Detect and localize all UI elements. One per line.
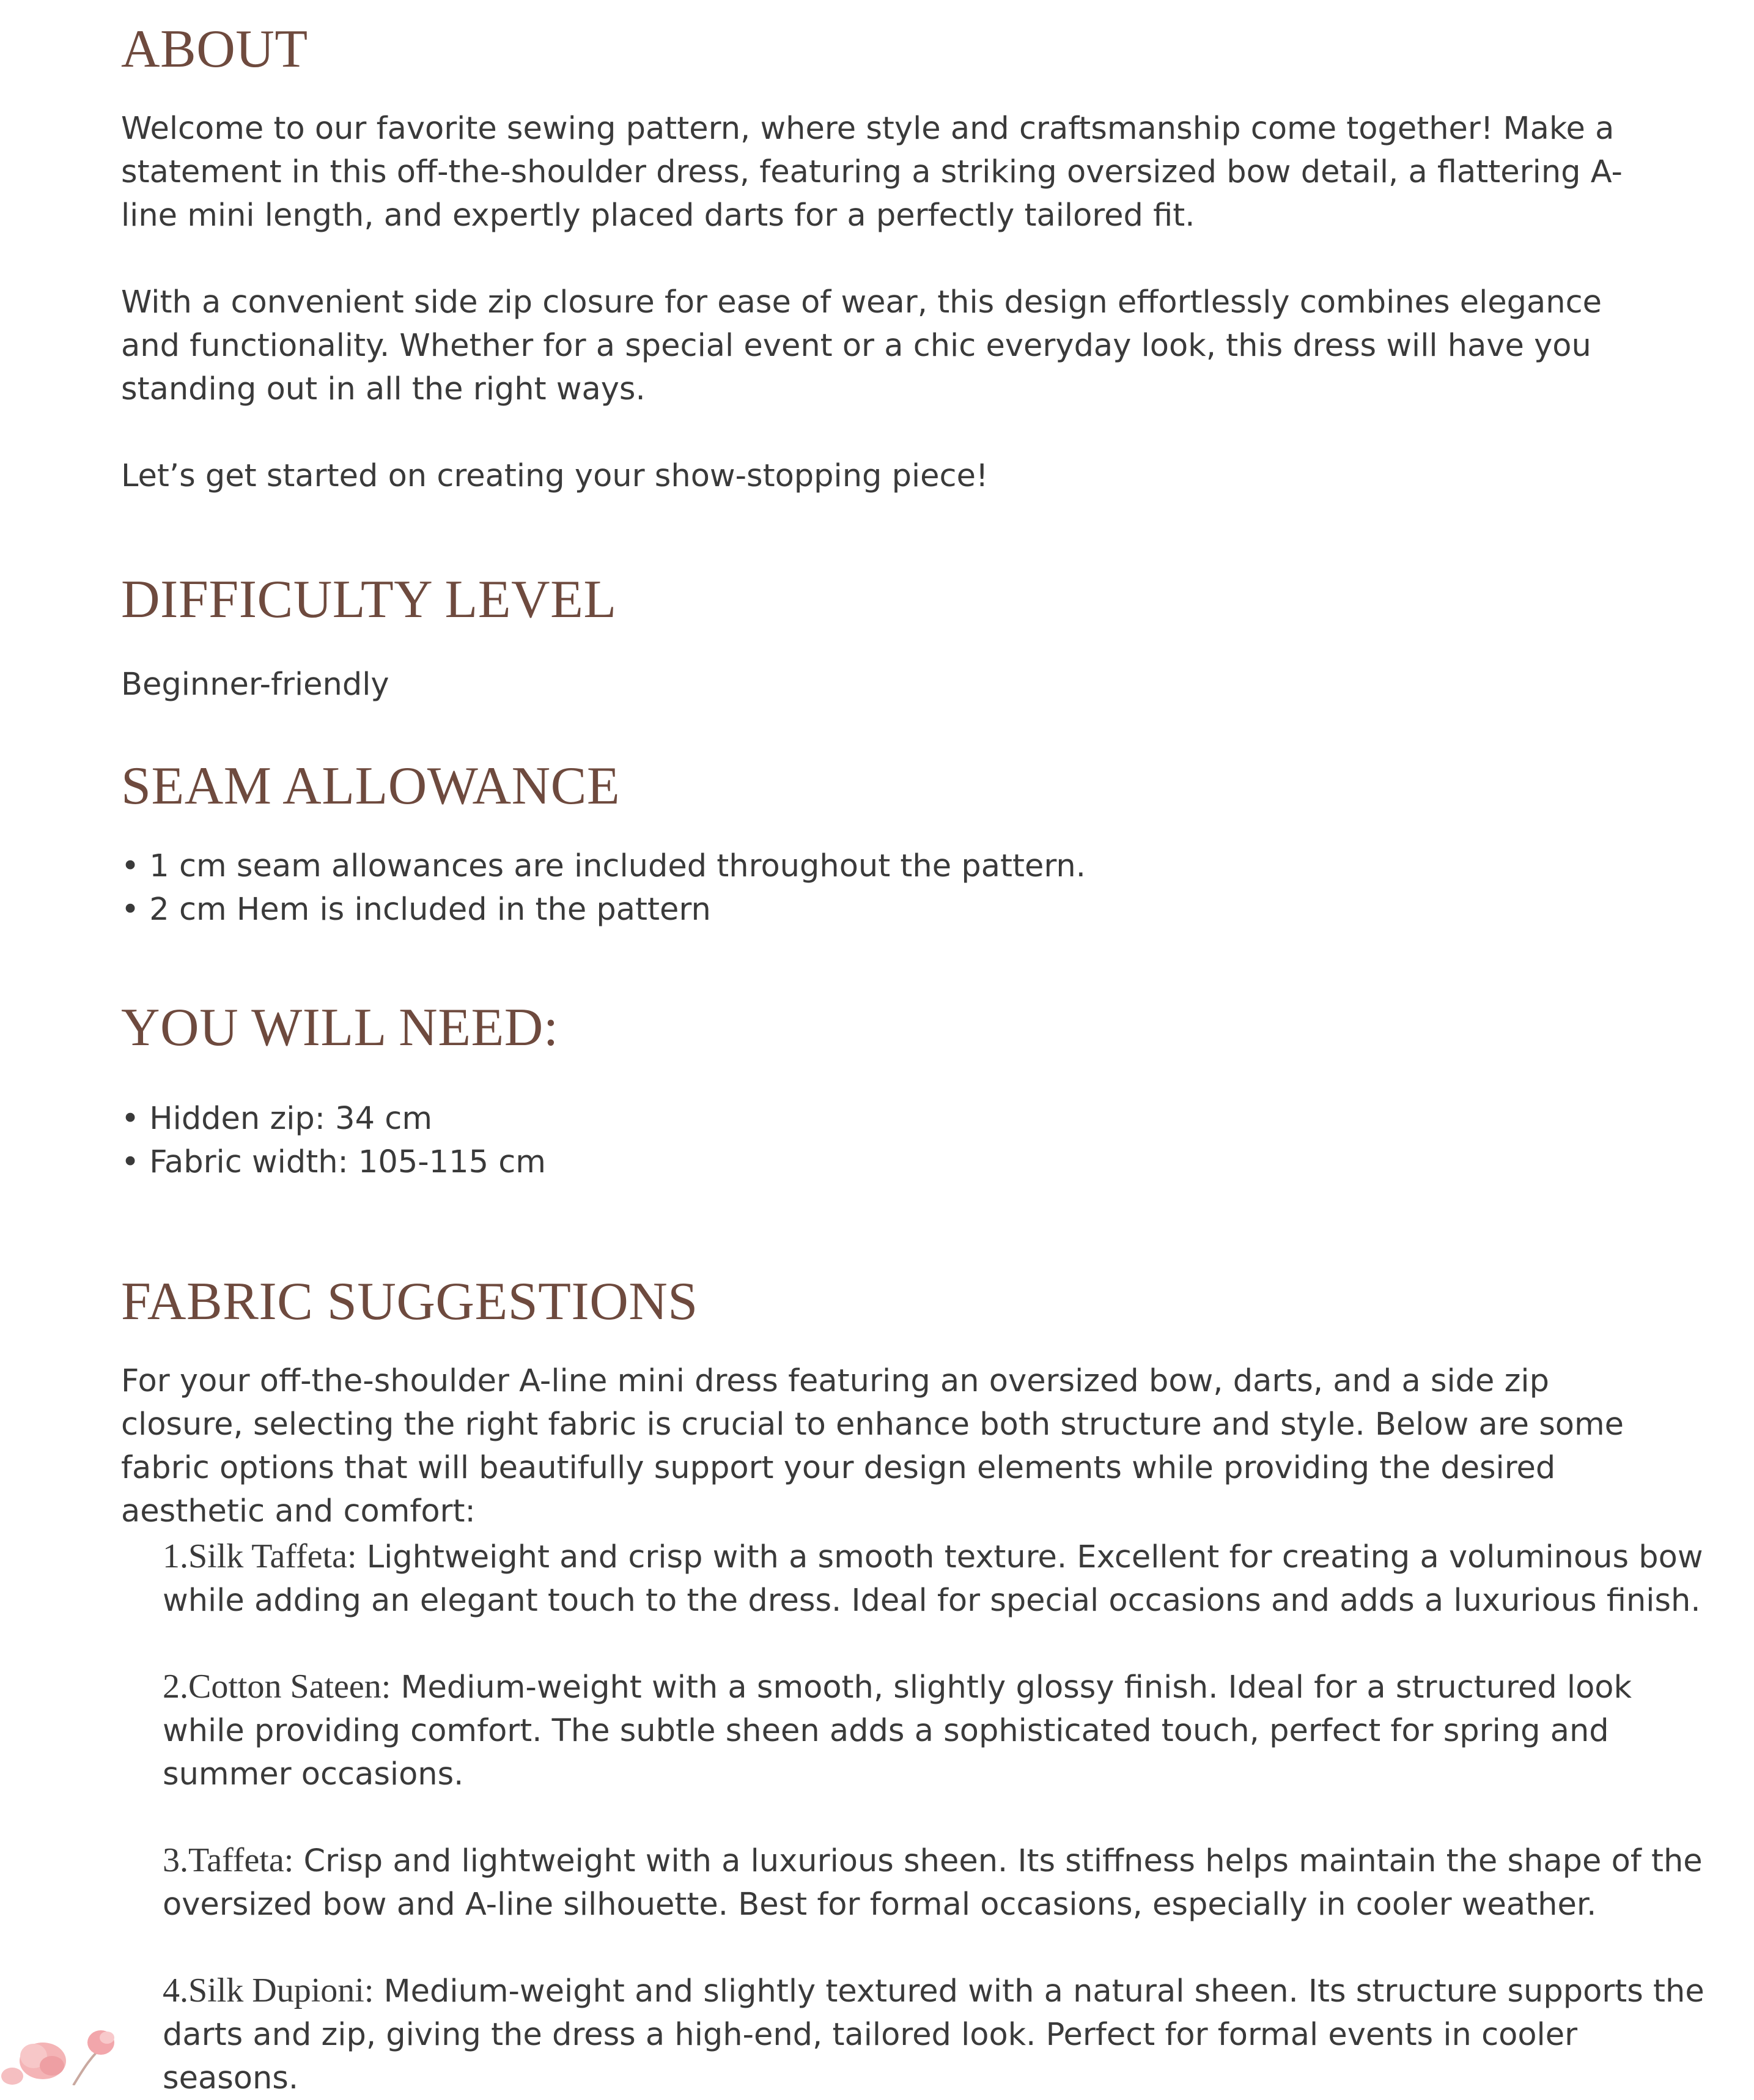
fabric-item-cotton-sateen bbox=[163, 1665, 1709, 1796]
list-item: • Fabric width: 105-115 cm bbox=[121, 1144, 546, 1180]
list-item: • 2 cm Hem is included in the pattern bbox=[121, 892, 711, 928]
about-paragraph-3: Let’s get started on creating your show-stopping piece! bbox=[121, 458, 989, 494]
fabric-item-silk-taffeta bbox=[163, 1535, 1709, 1622]
fabric-description: Medium-weight with a smooth, slightly glossy finish. Ideal for a structured look while providing comfort. The subtle sheen adds a sophisticated touch, perfect for spring and summer occasions. bbox=[163, 1669, 1632, 1792]
flower-decoration-icon bbox=[0, 2018, 141, 2085]
you-will-need-list bbox=[121, 1097, 546, 1184]
fabric-description: Medium-weight and slightly textured with a natural sheen. Its structure supports the darts and zip, giving the dress a high-end, tailored look. Perfect for formal events in cooler seasons. bbox=[163, 1973, 1704, 2096]
seam-allowance-list bbox=[121, 845, 1086, 931]
fabric-name: 1.Silk Taffeta: bbox=[163, 1537, 357, 1575]
about-paragraph-1: Welcome to our favorite sewing pattern, where style and craftsmanship come together! Make a statement in this off-the-shoulder dress, featuring a striking oversized bow detail, a flattering A-line mini length, and expertly placed darts for a perfectly tailored fit. bbox=[121, 111, 1623, 234]
fabric-suggestions-intro: For your off-the-shoulder A-line mini dress featuring an oversized bow, darts, and a side zip closure, selecting the right fabric is crucial to enhance both structure and style. Below are some fabric options that will beautifully support your design elements while providing the desired aesthetic and comfort: bbox=[121, 1363, 1624, 1529]
fabric-name: 2.Cotton Sateen: bbox=[163, 1668, 391, 1706]
fabric-suggestions-heading: FABRIC SUGGESTIONS bbox=[121, 1272, 698, 1331]
about-heading: ABOUT bbox=[121, 20, 308, 79]
list-item: • 1 cm seam allowances are included throughout the pattern. bbox=[121, 848, 1086, 884]
difficulty-value: Beginner-friendly bbox=[121, 667, 389, 703]
list-item: • Hidden zip: 34 cm bbox=[121, 1101, 433, 1137]
seam-allowance-heading: SEAM ALLOWANCE bbox=[121, 756, 621, 816]
fabric-description: Lightweight and crisp with a smooth texture. Excellent for creating a voluminous bow while adding an elegant touch to the dress. Ideal for special occasions and adds a luxurious finish. bbox=[163, 1539, 1703, 1619]
fabric-name: 4.Silk Dupioni: bbox=[163, 1972, 374, 2009]
about-paragraph-2: With a convenient side zip closure for ease of wear, this design effortlessly combines elegance and functionality. Whether for a special event or a chic everyday look, this dress will have you standing out in all the right ways. bbox=[121, 284, 1602, 407]
difficulty-heading: DIFFICULTY LEVEL bbox=[121, 570, 617, 629]
fabric-name: 3.Taffeta: bbox=[163, 1841, 294, 1879]
fabric-item-silk-dupioni bbox=[163, 1969, 1709, 2100]
fabric-item-taffeta bbox=[163, 1839, 1709, 1926]
you-will-need-heading: YOU WILL NEED: bbox=[121, 998, 559, 1057]
fabric-description: Crisp and lightweight with a luxurious sheen. Its stiffness helps maintain the shape of the oversized bow and A-line silhouette. Best for formal occasions, especially in cooler weather. bbox=[163, 1843, 1703, 1923]
